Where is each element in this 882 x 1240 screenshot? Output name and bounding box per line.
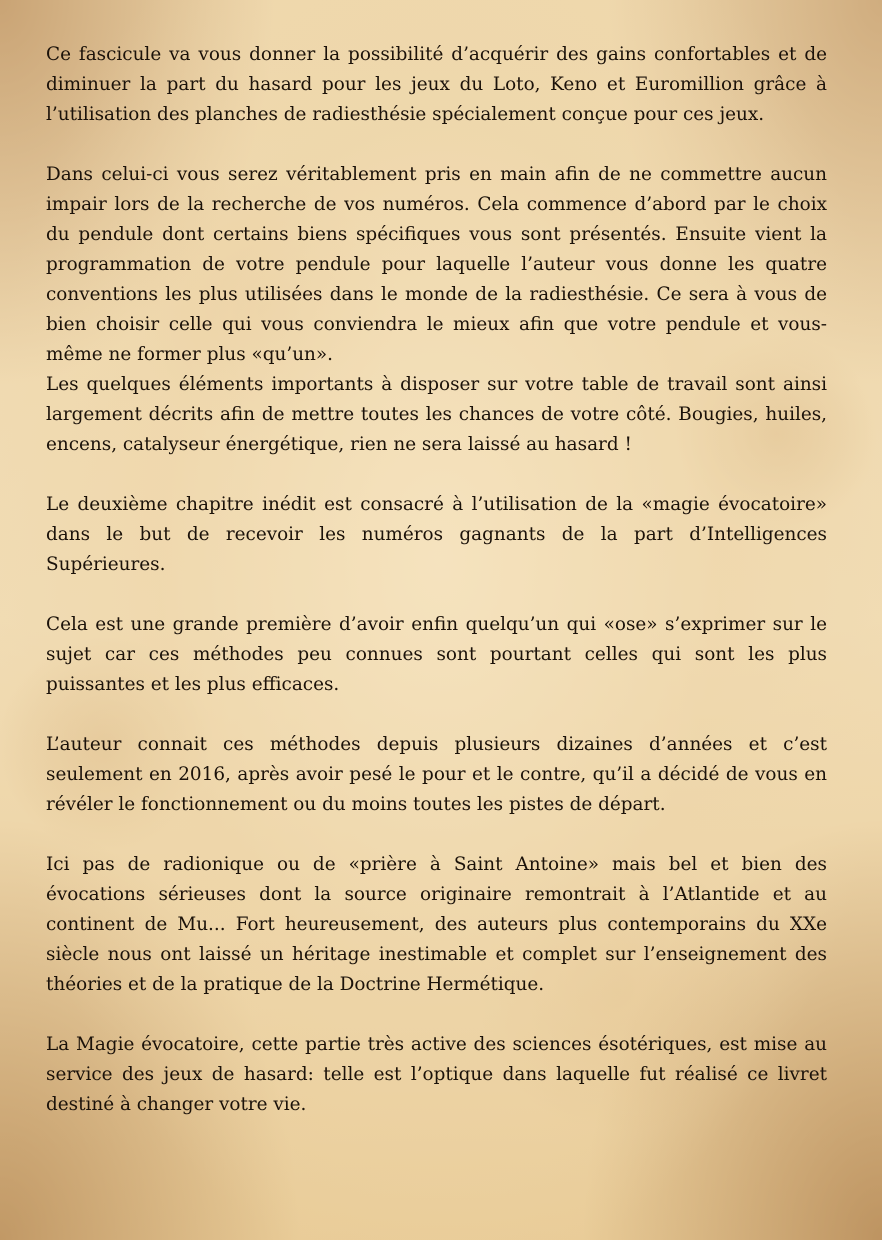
paragraph-second-chapter: Le deuxième chapitre inédit est consacré à l’utilisation de la «magie évocatoire» dans le but de recevoir les numéros gagnants de la part d’Intelligences Supérieures.: [46, 494, 827, 575]
paragraph-intro: Ce fascicule va vous donner la possibilité d’acquérir des gains confortables et de diminuer la part du hasard pour les jeux du Loto, Keno et Euromillion grâce à l’utilisation des planches de radiesthésie spécialement conçue pour ces jeux.: [46, 44, 827, 125]
document-body: [46, 40, 827, 1120]
paragraph-work-table: Les quelques éléments importants à disposer sur votre table de travail sont ainsi largement décrits afin de mettre toutes les chances de votre côté. Bougies, huiles, encens, catalyseur énergétique, rien ne sera laissé au hasard !: [46, 374, 827, 455]
paragraph-first-time: Cela est une grande première d’avoir enfin quelqu’un qui «ose» s’exprimer sur le sujet car ces méthodes peu connues sont pourtant celles qui sont les plus puissantes et les plus efficaces.: [46, 614, 827, 695]
paragraph-conclusion: La Magie évocatoire, cette partie très active des sciences ésotériques, est mise au service des jeux de hasard: telle est l’optique dans laquelle fut réalisé ce livret destiné à changer votre vie.: [46, 1034, 827, 1115]
paragraph-author-methods: L’auteur connait ces méthodes depuis plusieurs dizaines d’années et c’est seulement en 2016, après avoir pesé le pour et le contre, qu’il a décidé de vous en révéler le fonctionnement ou du moins toutes les pistes de départ.: [46, 734, 827, 815]
paragraph-evocations: Ici pas de radionique ou de «prière à Saint Antoine» mais bel et bien des évocations sérieuses dont la source originaire remontrait à l’Atlantide et au continent de Mu... Fort heureusement, des auteurs plus contemporains du XXe siècle nous ont laissé un héritage inestimable et complet sur l’enseignement des théories et de la pratique de la Doctrine Hermétique.: [46, 854, 827, 995]
paragraph-pendulum: Dans celui-ci vous serez véritablement pris en main afin de ne commettre aucun impair lors de la recherche de vos numéros. Cela commence d’abord par le choix du pendule dont certains biens spécifiques vous sont présentés. Ensuite vient la programmation de votre pendule pour laquelle l’auteur vous donne les quatre conventions les plus utilisées dans le monde de la radiesthésie. Ce sera à vous de bien choisir celle qui vous conviendra le mieux afin que votre pendule et vous-même ne former plus «qu’un».: [46, 164, 827, 365]
